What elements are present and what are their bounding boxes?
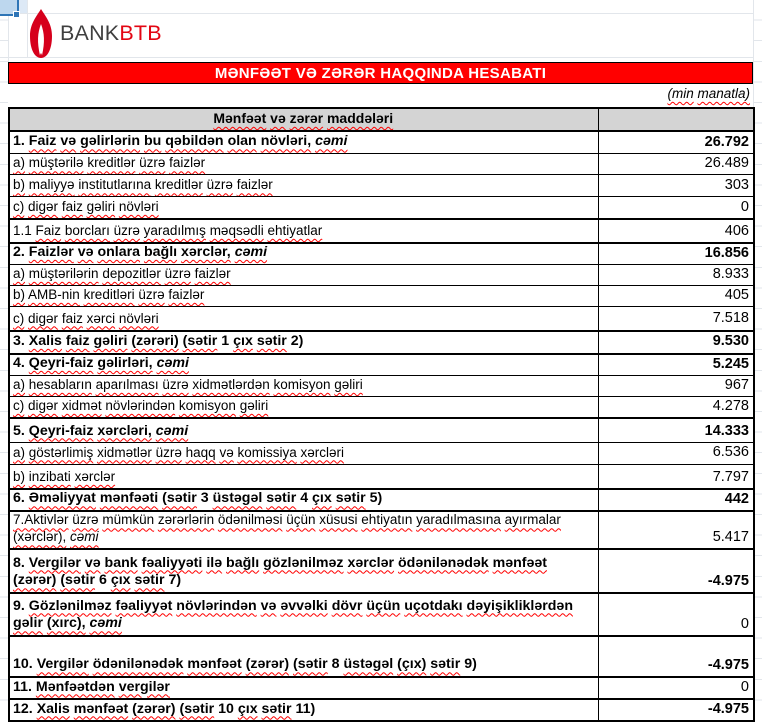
table-row[interactable]	[9, 331, 754, 354]
logo-bank-word: BANK	[60, 21, 120, 46]
header-label: Mənfəət və zərər maddələri	[9, 108, 598, 131]
row-value: 9.530	[598, 331, 754, 354]
row-label: a) hesabların aparılması üzrə xidmətlərdən komisyon gəliri	[9, 375, 598, 396]
table-row[interactable]	[9, 354, 754, 376]
row-label: 1. Faiz və gəlirlərin bu qəbildən olan növləri, cəmi	[9, 131, 598, 154]
row-label: 5. Qeyri-faiz xərcləri, cəmi	[9, 418, 598, 443]
row-label: 11. Mənfəətdən vergilər	[9, 677, 598, 699]
row-label: 8. Vergilər və bank fəaliyyəti ilə bağlı gözlənilməz xərclər ödənilənədək mənfəət (zərər) (sətir 6 çıx sətir 7)	[9, 549, 598, 593]
table-row[interactable]	[9, 593, 754, 636]
logo-btb-word: BTB	[119, 21, 162, 46]
table-row[interactable]	[9, 243, 754, 265]
row-label: b) inzibati xərclər	[9, 464, 598, 489]
row-value: 16.856	[598, 243, 754, 265]
row-value: 7.518	[598, 307, 754, 331]
row-value: 0	[598, 197, 754, 219]
row-value: 26.792	[598, 131, 754, 154]
row-value: 14.333	[598, 418, 754, 443]
row-label: b) AMB-nin kreditləri üzrə faizlər	[9, 285, 598, 306]
bank-logo	[28, 9, 162, 59]
row-value: -4.975	[598, 549, 754, 593]
header-value-cell	[598, 108, 754, 131]
selection-adjacent-cell	[19, 0, 27, 13]
table-row[interactable]	[9, 219, 754, 243]
row-value: -4.975	[598, 699, 754, 721]
pl-table-container	[8, 107, 755, 722]
row-label-italic-suffix: cəmi	[156, 354, 189, 371]
logo-text	[60, 23, 162, 45]
table-row[interactable]	[9, 489, 754, 511]
table-row[interactable]	[9, 464, 754, 489]
row-value: 7.797	[598, 464, 754, 489]
row-value: 8.933	[598, 264, 754, 285]
row-value: 4.278	[598, 396, 754, 418]
pl-table	[8, 107, 755, 722]
row-label-italic-suffix: cəmi	[70, 529, 99, 545]
units-note[interactable]: (min manatla)	[667, 86, 750, 101]
row-label: 1.1 Faiz borcları üzrə yaradılmış məqsədli ehtiyatlar	[9, 219, 598, 243]
selection-fill-handle[interactable]	[13, 11, 20, 18]
row-label: 4. Qeyri-faiz gəlirləri, cəmi	[9, 354, 598, 376]
row-value: 406	[598, 219, 754, 243]
row-value: 26.489	[598, 154, 754, 175]
row-value: 303	[598, 175, 754, 197]
report-title: MƏNFƏƏT VƏ ZƏRƏR HAQQINDA HESABATI	[214, 64, 547, 82]
report-title-banner[interactable]	[8, 62, 753, 84]
row-label: 12. Xalis mənfəət (zərər) (sətir 10 çıx sətir 11)	[9, 699, 598, 721]
row-label-italic-suffix: cəmi	[89, 615, 122, 632]
row-label: a) göstərlimiş xidmətlər üzrə haqq və komissiya xərcləri	[9, 443, 598, 464]
row-label: b) maliyyə institutlarına kreditlər üzrə faizlər	[9, 175, 598, 197]
table-row[interactable]	[9, 549, 754, 593]
table-row[interactable]	[9, 131, 754, 154]
table-row[interactable]	[9, 264, 754, 285]
table-row[interactable]	[9, 418, 754, 443]
table-row[interactable]	[9, 285, 754, 306]
table-header-row[interactable]	[9, 108, 754, 131]
row-label: 7.Aktivlər üzrə mümkün zərərlərin ödənilməsi üçün xüsusi ehtiyatın yaradılmasına ayırmalar (xərclər), cəmi	[9, 511, 598, 549]
row-value: 405	[598, 285, 754, 306]
flame-icon	[28, 9, 54, 59]
row-label: 9. Gözlənilməz fəaliyyət növlərindən və əvvəlki dövr üçün uçotdakı dəyişikliklərdən gəlir (xırc), cəmi	[9, 593, 598, 636]
table-row[interactable]	[9, 197, 754, 219]
row-value: 967	[598, 375, 754, 396]
row-label: c) digər faiz xərci növləri	[9, 307, 598, 331]
table-row[interactable]	[9, 396, 754, 418]
row-value: 0	[598, 593, 754, 636]
table-row[interactable]	[9, 175, 754, 197]
table-row[interactable]	[9, 699, 754, 721]
row-label: a) müştərilərin depozitlər üzrə faizlər	[9, 264, 598, 285]
row-label: 3. Xalis faiz gəliri (zərəri) (sətir 1 çıx sətir 2)	[9, 331, 598, 354]
table-row[interactable]	[9, 443, 754, 464]
row-label: c) digər faiz gəliri növləri	[9, 197, 598, 219]
row-label-italic-suffix: cəmi	[155, 422, 189, 439]
table-row[interactable]	[9, 636, 754, 677]
pl-table-body	[9, 108, 754, 721]
table-row[interactable]	[9, 511, 754, 549]
table-row[interactable]	[9, 677, 754, 699]
row-label-italic-suffix: cəmi	[234, 244, 268, 260]
row-label: a) müştərilə kreditlər üzrə faizlər	[9, 154, 598, 175]
row-label: 10. Vergilər ödənilənədək mənfəət (zərər) (sətir 8 üstəgəl (çıx) sətir 9)	[9, 636, 598, 677]
row-value: 0	[598, 677, 754, 699]
table-row[interactable]	[9, 375, 754, 396]
left-gutter-gridlines	[0, 0, 8, 704]
row-value: -4.975	[598, 636, 754, 677]
table-row[interactable]	[9, 307, 754, 331]
row-value: 5.417	[598, 511, 754, 549]
table-row[interactable]	[9, 154, 754, 175]
row-value: 5.245	[598, 354, 754, 376]
row-value: 442	[598, 489, 754, 511]
row-value: 6.536	[598, 443, 754, 464]
row-label-italic-suffix: cəmi	[315, 133, 348, 150]
row-label: 2. Faizlər və onlara bağlı xərclər, cəmi	[9, 243, 598, 265]
row-label: c) digər xidmət növlərindən komisyon gəliri	[9, 396, 598, 418]
row-label: 6. Əməliyyat mənfəəti (sətir 3 üstəgəl sətir 4 çıx sətir 5)	[9, 489, 598, 511]
